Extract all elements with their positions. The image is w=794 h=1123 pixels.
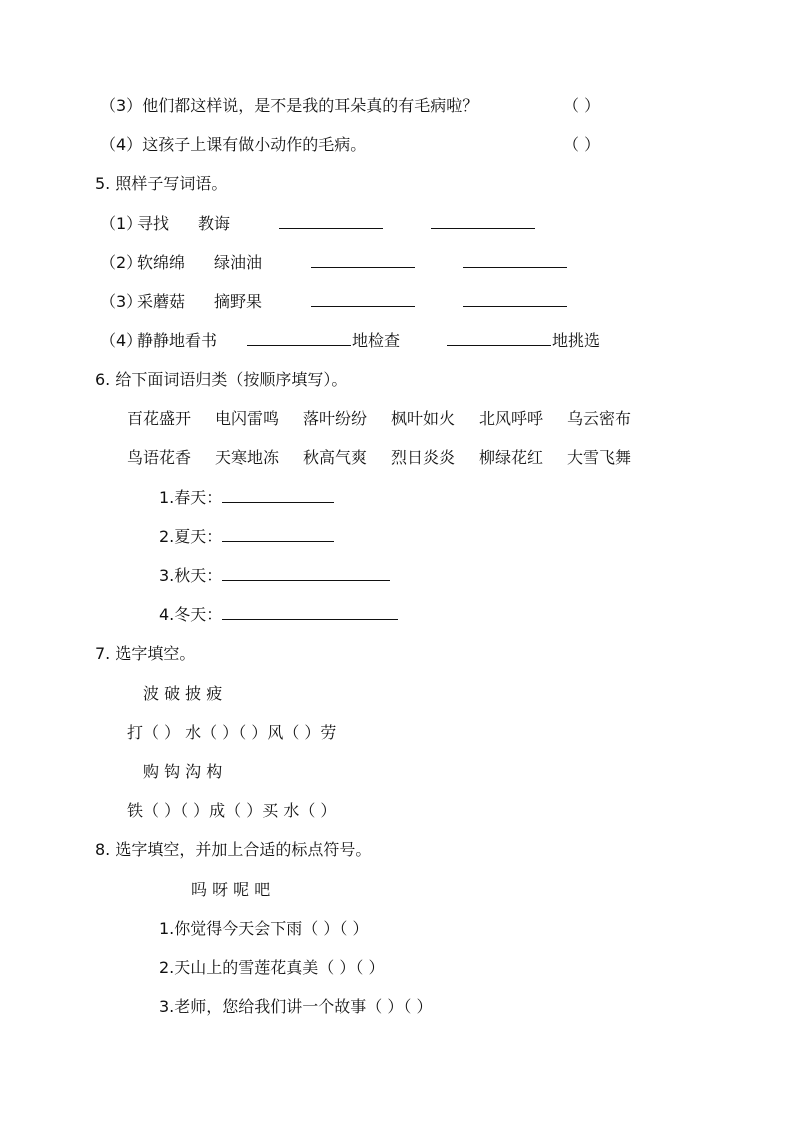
q6-season-spring <box>159 488 334 508</box>
q5-title: 5. 照样子写词语。 <box>95 174 228 193</box>
q7-choice-chars-2: 购 钩 沟 构 <box>143 762 223 781</box>
q5-row-1-word-2: 教诲 <box>198 214 231 233</box>
q4-item-4-text: 这孩子上课有做小动作的毛病。 <box>142 135 367 154</box>
q6-season-autumn-label: 3.秋天： <box>159 566 223 585</box>
q6-season-winter-blank[interactable] <box>222 605 398 620</box>
q4-item-3-text: 他们都这样说，是不是我的耳朵真的有毛病啦？ <box>142 96 479 115</box>
q4-item-3-answer-paren[interactable]: （ ） <box>563 96 601 115</box>
q5-row-3-number: （3） <box>100 292 143 311</box>
q8-choice-chars: 吗 呀 呢 吧 <box>191 880 271 899</box>
q5-row-2-word-2: 绿油油 <box>214 253 263 272</box>
q4-item-3 <box>100 96 478 116</box>
q6-season-winter <box>159 605 398 625</box>
q8-item-1[interactable]: 1.你觉得今天会下雨（ ）（ ） <box>159 919 369 938</box>
q5-row-4-suffix-2: 地挑选 <box>552 331 601 350</box>
q5-row-1-blank-1[interactable] <box>279 214 383 234</box>
q4-item-4-number: （4） <box>100 135 143 154</box>
q7-title: 7. 选字填空。 <box>95 644 196 663</box>
q6-word: 百花盛开 <box>127 409 192 428</box>
q6-word: 鸟语花香 <box>127 448 192 467</box>
q5-row-4-blank-2[interactable] <box>447 331 551 351</box>
q7-fill-row-1[interactable]: 打（ ） 水（ ）（ ）风（ ）劳 <box>127 723 337 742</box>
q5-row-2-word-1: 软绵绵 <box>137 253 186 272</box>
q4-item-3-number: （3） <box>100 96 143 115</box>
q5-row-1-word-1: 寻找 <box>137 214 170 233</box>
q5-row-3-blank-1[interactable] <box>311 292 415 312</box>
q8-title: 8. 选字填空，并加上合适的标点符号。 <box>95 840 372 859</box>
q6-title: 6. 给下面词语归类（按顺序填写）。 <box>95 370 348 389</box>
q6-season-autumn-blank[interactable] <box>222 566 390 581</box>
q7-fill-row-2[interactable]: 铁（ ）（ ）成（ ）买 水（ ） <box>127 801 337 820</box>
q5-row-3-word-1: 采蘑菇 <box>137 292 186 311</box>
q6-season-spring-blank[interactable] <box>222 488 334 503</box>
q5-row-3-word-2: 摘野果 <box>214 292 263 311</box>
q8-item-3[interactable]: 3.老师，您给我们讲一个故事（ ）（ ） <box>159 997 433 1016</box>
q6-season-summer <box>159 527 334 547</box>
q5-row-2-blank-2[interactable] <box>463 253 567 273</box>
q6-word: 烈日炎炎 <box>391 448 456 467</box>
q6-word: 柳绿花红 <box>479 448 544 467</box>
q8-item-2[interactable]: 2.天山上的雪莲花真美（ ）（ ） <box>159 958 385 977</box>
q6-word: 北风呼呼 <box>479 409 544 428</box>
q5-row-2-blank-1[interactable] <box>311 253 415 273</box>
q5-row-4-word-1: 静静地看书 <box>137 331 218 350</box>
q6-word: 乌云密布 <box>567 409 632 428</box>
q4-item-4-answer-paren[interactable]: （ ） <box>563 135 601 154</box>
q5-row-1-blank-2[interactable] <box>431 214 535 234</box>
q6-word: 落叶纷纷 <box>303 409 368 428</box>
q5-row-4-blank-1[interactable] <box>247 331 351 351</box>
q7-choice-chars-1: 波 破 披 疲 <box>143 684 223 703</box>
q5-row-2-number: （2） <box>100 253 143 272</box>
q6-season-summer-label: 2.夏天： <box>159 527 223 546</box>
q5-row-4-number: （4） <box>100 331 143 350</box>
q6-season-summer-blank[interactable] <box>222 527 334 542</box>
q6-word: 大雪飞舞 <box>567 448 632 467</box>
q6-word: 电闪雷鸣 <box>215 409 280 428</box>
q6-word: 天寒地冻 <box>215 448 280 467</box>
q6-season-winter-label: 4.冬天： <box>159 605 223 624</box>
q6-season-autumn <box>159 566 390 586</box>
q5-row-4-suffix-1: 地检查 <box>352 331 401 350</box>
q6-word: 枫叶如火 <box>391 409 456 428</box>
q6-word: 秋高气爽 <box>303 448 368 467</box>
q5-row-1-number: （1） <box>100 214 143 233</box>
q4-item-4 <box>100 135 366 155</box>
q5-row-3-blank-2[interactable] <box>463 292 567 312</box>
q6-season-spring-label: 1.春天： <box>159 488 223 507</box>
